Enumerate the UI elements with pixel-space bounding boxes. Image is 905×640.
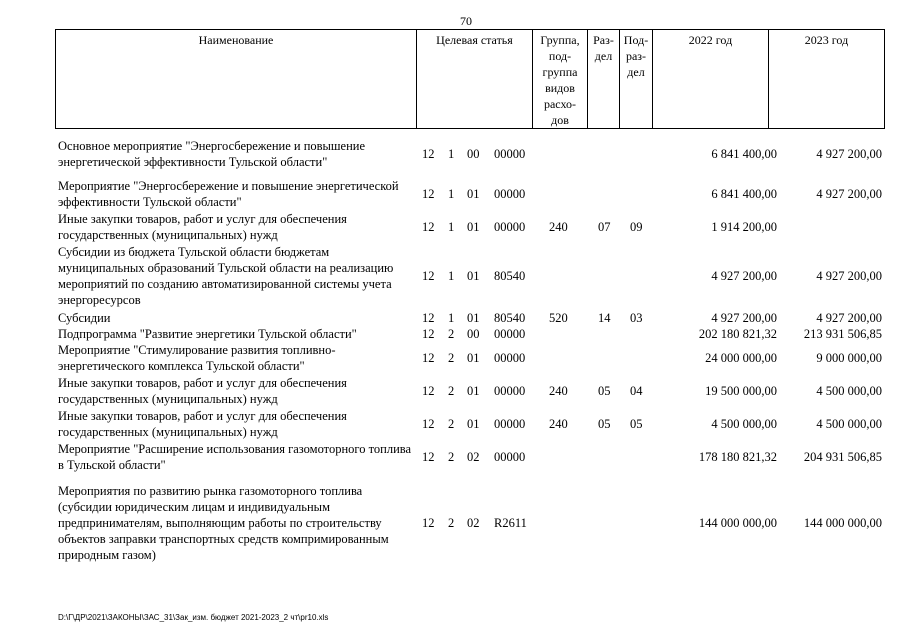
amount-2022: 202 180 821,32 xyxy=(698,327,777,341)
row-name: Субсидии xyxy=(58,311,111,325)
target-article-event: 00 xyxy=(467,327,480,341)
header-year-2023: 2023 год xyxy=(769,30,885,129)
page-number: 70 xyxy=(460,14,472,28)
amount-2022: 6 841 400,00 xyxy=(711,187,777,201)
amount-2023: 4 927 200,00 xyxy=(816,311,882,325)
amount-2022: 19 500 000,00 xyxy=(705,384,777,398)
target-article-direction: 00000 xyxy=(494,384,526,398)
row-name: Мероприятия по развитию рынка газомоторного топлива (субсидии юридическим лицам и индивидуальным предпринимателям, выполняющим работы по строительству объектов заправки транспортных средств компримированным природным газом) xyxy=(58,484,389,562)
target-article-direction: 80540 xyxy=(494,269,526,283)
target-article-program: 12 xyxy=(422,516,435,530)
amount-2023: 144 000 000,00 xyxy=(803,516,882,530)
amount-2022: 4 927 200,00 xyxy=(711,269,777,283)
amount-2023: 4 927 200,00 xyxy=(816,187,882,201)
target-article-subprogram: 2 xyxy=(448,351,455,365)
expense-group: 520 xyxy=(549,311,568,325)
target-article-subprogram: 2 xyxy=(448,516,455,530)
target-article-direction: 00000 xyxy=(494,187,526,201)
subsection-code: 09 xyxy=(630,220,643,234)
target-article-program: 12 xyxy=(422,417,435,431)
amount-2023: 4 500 000,00 xyxy=(816,417,882,431)
target-article-direction: 00000 xyxy=(494,327,526,341)
target-article-direction: 00000 xyxy=(494,351,526,365)
row-name: Иные закупки товаров, работ и услуг для обеспечения государственных (муниципальных) нужд xyxy=(58,376,347,406)
section-code: 07 xyxy=(598,220,611,234)
target-article-event: 00 xyxy=(467,147,480,161)
target-article-event: 01 xyxy=(467,311,480,325)
amount-2023: 4 927 200,00 xyxy=(816,147,882,161)
target-article-event: 01 xyxy=(467,269,480,283)
target-article-subprogram: 2 xyxy=(448,384,455,398)
header-name: Наименование xyxy=(56,30,417,129)
subsection-code: 03 xyxy=(630,311,643,325)
target-article-program: 12 xyxy=(422,327,435,341)
row-name: Мероприятие "Расширение использования газомоторного топлива в Тульской области" xyxy=(58,442,412,472)
target-article-subprogram: 1 xyxy=(448,311,455,325)
amount-2023: 4 927 200,00 xyxy=(816,269,882,283)
row-name: Мероприятие "Энергосбережение и повышение энергетической эффективности Тульской области" xyxy=(58,179,399,209)
target-article-program: 12 xyxy=(422,147,435,161)
subsection-code: 04 xyxy=(630,384,643,398)
target-article-event: 01 xyxy=(467,384,480,398)
footer-file-path: D:\Г\ДР\2021\ЗАКОНЫ\ЗАС_31\Зак_изм. бюджет 2021-2023_2 чт\pr10.xls xyxy=(58,613,329,622)
amount-2022: 4 927 200,00 xyxy=(711,311,777,325)
subsection-code: 05 xyxy=(630,417,643,431)
target-article-event: 01 xyxy=(467,220,480,234)
amount-2023: 213 931 506,85 xyxy=(803,327,882,341)
header-section: Раз-дел xyxy=(588,30,620,129)
row-name: Подпрограмма "Развитие энергетики Тульской области" xyxy=(58,327,357,341)
amount-2023: 9 000 000,00 xyxy=(816,351,882,365)
section-code: 05 xyxy=(598,417,611,431)
target-article-program: 12 xyxy=(422,187,435,201)
row-name: Основное мероприятие "Энергосбережение и повышение энергетической эффективности Тульской области" xyxy=(58,139,366,169)
target-article-direction: 80540 xyxy=(494,311,526,325)
header-target-article: Целевая статья xyxy=(417,30,533,129)
target-article-program: 12 xyxy=(422,450,435,464)
expense-group: 240 xyxy=(549,417,568,431)
amount-2022: 1 914 200,00 xyxy=(711,220,777,234)
amount-2022: 6 841 400,00 xyxy=(711,147,777,161)
target-article-subprogram: 1 xyxy=(448,187,455,201)
header-year-2022: 2022 год xyxy=(653,30,769,129)
amount-2022: 144 000 000,00 xyxy=(698,516,777,530)
amount-2022: 24 000 000,00 xyxy=(705,351,777,365)
target-article-program: 12 xyxy=(422,311,435,325)
header-expense-group: Группа, под-группа видов расхо-дов xyxy=(533,30,588,129)
target-article-event: 01 xyxy=(467,351,480,365)
target-article-subprogram: 2 xyxy=(448,417,455,431)
target-article-direction: 00000 xyxy=(494,220,526,234)
target-article-event: 01 xyxy=(467,417,480,431)
amount-2023: 4 500 000,00 xyxy=(816,384,882,398)
target-article-subprogram: 1 xyxy=(448,220,455,234)
table-header xyxy=(55,29,885,129)
header-subsection: Под-раз-дел xyxy=(620,30,653,129)
target-article-event: 01 xyxy=(467,187,480,201)
target-article-direction: 00000 xyxy=(494,450,526,464)
row-name: Иные закупки товаров, работ и услуг для обеспечения государственных (муниципальных) нужд xyxy=(58,409,347,439)
amount-2022: 178 180 821,32 xyxy=(698,450,777,464)
amount-2023: 204 931 506,85 xyxy=(803,450,882,464)
target-article-subprogram: 2 xyxy=(448,450,455,464)
target-article-subprogram: 1 xyxy=(448,269,455,283)
expense-group: 240 xyxy=(549,384,568,398)
section-code: 05 xyxy=(598,384,611,398)
target-article-subprogram: 1 xyxy=(448,147,455,161)
target-article-direction: R2611 xyxy=(494,516,527,530)
expense-group: 240 xyxy=(549,220,568,234)
target-article-event: 02 xyxy=(467,450,480,464)
target-article-subprogram: 2 xyxy=(448,327,455,341)
section-code: 14 xyxy=(598,311,611,325)
target-article-program: 12 xyxy=(422,351,435,365)
row-name: Иные закупки товаров, работ и услуг для обеспечения государственных (муниципальных) нужд xyxy=(58,212,347,242)
target-article-direction: 00000 xyxy=(494,147,526,161)
row-name: Субсидии из бюджета Тульской области бюджетам муниципальных образований Тульской области на реализацию мероприятий по созданию автоматизированной системы учета энергоресурсов xyxy=(58,245,394,307)
target-article-program: 12 xyxy=(422,269,435,283)
target-article-event: 02 xyxy=(467,516,480,530)
amount-2022: 4 500 000,00 xyxy=(711,417,777,431)
row-name: Мероприятие "Стимулирование развития топливно-энергетического комплекса Тульской области" xyxy=(58,343,336,373)
target-article-program: 12 xyxy=(422,384,435,398)
target-article-program: 12 xyxy=(422,220,435,234)
target-article-direction: 00000 xyxy=(494,417,526,431)
